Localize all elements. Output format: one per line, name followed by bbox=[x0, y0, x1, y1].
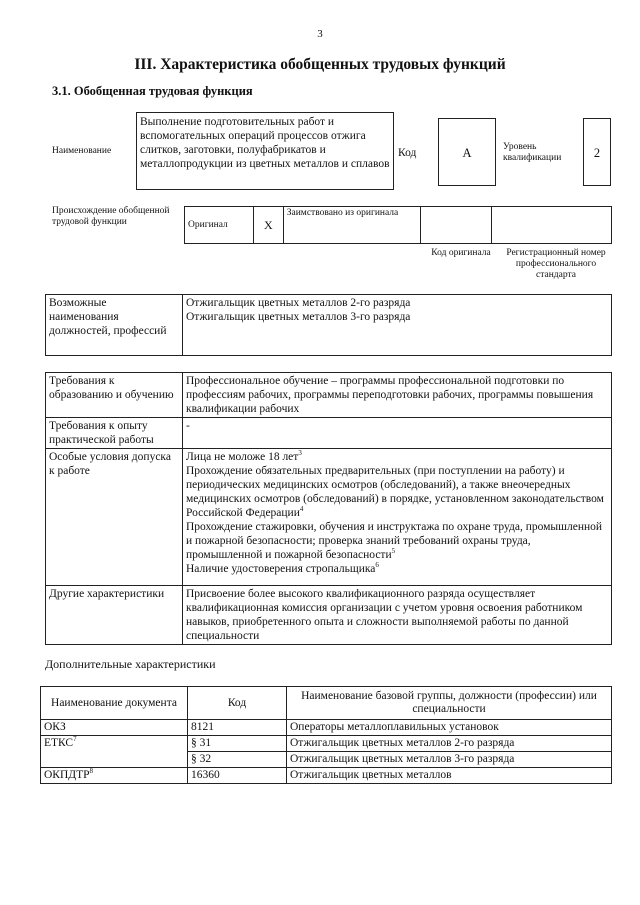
requirements-table bbox=[45, 372, 612, 645]
name-cell: Отжигальщик цветных металлов bbox=[287, 768, 612, 784]
footnote-ref: 7 bbox=[73, 735, 77, 744]
code-cell: § 32 bbox=[188, 752, 287, 768]
education-value: Профессиональное обучение – программы профессиональной подготовки по профессиям рабочих, программы переподготовки рабочих, программы повышения квалификации рабочих bbox=[183, 373, 612, 418]
footnote-ref: 6 bbox=[375, 561, 379, 570]
doc-cell: ЕТКС$^7$ bbox=[41, 736, 188, 768]
special-condition-medical: Прохождение обязательных предварительных (при поступлении на работу) и периодических медицинских осмотров (обследований), а также внеочередных медицинских осмотров (обследований) в порядке, установленном законодательством Российской Федерации$^4$ bbox=[186, 465, 604, 519]
code-value: A bbox=[438, 118, 496, 186]
level-value: 2 bbox=[583, 118, 611, 186]
name-cell: Отжигальщик цветных металлов 2-го разряда bbox=[287, 736, 612, 752]
position-line: Отжигальщик цветных металлов 3-го разряда bbox=[186, 311, 411, 323]
col-code-header: Код bbox=[188, 687, 287, 720]
original-code-cell bbox=[420, 207, 491, 244]
original-mark: X bbox=[253, 207, 283, 244]
special-condition-training: Прохождение стажировки, обучения и инструктажа по охране труда, промышленной и пожарной безопасности; проверка знаний требований охраны труда, промышленной и пожарной безопасности$^5$ bbox=[186, 521, 603, 561]
education-label: Требования к образованию и обучению bbox=[46, 373, 183, 418]
positions-label: Возможные наименования должностей, профессий bbox=[46, 295, 183, 356]
name-label: Наименование bbox=[52, 146, 112, 156]
col-name-header: Наименование базовой группы, должности (профессии) или специальности bbox=[287, 687, 612, 720]
other-value: Присвоение более высокого квалификационного разряда осуществляет квалификационная комиссия организации с учетом уровня освоения работником навыков, приобретенного опыта и сложности выполняемой работы по данной специальности bbox=[183, 586, 612, 645]
code-cell: 16360 bbox=[188, 768, 287, 784]
other-label: Другие характеристики bbox=[46, 586, 183, 645]
gtf-name: Выполнение подготовительных работ и вспомогательных операций процессов отжига слитков, заготовки, полуфабрикатов и металлопродукции из цветных металлов и сплавов bbox=[136, 112, 394, 190]
subsection-title: 3.1. Обобщенная трудовая функция bbox=[52, 84, 253, 98]
table-row bbox=[41, 736, 612, 752]
table-row bbox=[41, 768, 612, 784]
reg-caption: Регистрационный номер профессионального стандарта bbox=[506, 248, 606, 280]
footnote-ref: 3 bbox=[298, 449, 302, 458]
table-row bbox=[41, 720, 612, 736]
code-cell: 8121 bbox=[188, 720, 287, 736]
additional-title: Дополнительные характеристики bbox=[45, 657, 216, 671]
original-label: Оригинал bbox=[185, 207, 254, 244]
origin-table bbox=[184, 206, 612, 244]
positions-values bbox=[183, 295, 612, 356]
borrowed-label: Заимствовано из оригинала bbox=[283, 207, 420, 244]
section-title: III. Характеристика обобщенных трудовых функций bbox=[134, 56, 506, 73]
page-number: 3 bbox=[317, 28, 323, 40]
col-doc-header: Наименование документа bbox=[41, 687, 188, 720]
experience-label: Требования к опыту практической работы bbox=[46, 418, 183, 449]
doc-cell: ОКЗ bbox=[41, 720, 188, 736]
level-label: Уровень квалификации bbox=[503, 142, 562, 163]
footnote-ref: 4 bbox=[299, 505, 304, 514]
reg-number-cell bbox=[491, 207, 611, 244]
special-value bbox=[183, 449, 612, 586]
code-cell: § 31 bbox=[188, 736, 287, 752]
code-label: Код bbox=[398, 147, 417, 159]
additional-table bbox=[40, 686, 612, 784]
footnote-ref: 5 bbox=[391, 547, 396, 556]
doc-cell: ОКПДТР$^8$ bbox=[41, 768, 188, 784]
code-caption: Код оригинала bbox=[431, 248, 491, 258]
experience-value: - bbox=[183, 418, 612, 449]
special-condition-certificate: Наличие удостоверения стропальщика$^6$ bbox=[186, 561, 379, 575]
name-cell: Отжигальщик цветных металлов 3-го разряда bbox=[287, 752, 612, 768]
position-line: Отжигальщик цветных металлов 2-го разряда bbox=[186, 297, 411, 309]
positions-table bbox=[45, 294, 612, 356]
origin-label: Происхождение обобщенной трудовой функции bbox=[52, 206, 170, 227]
special-condition-age: Лица не моложе 18 лет$^3$ bbox=[186, 449, 302, 463]
special-label: Особые условия допуска к работе bbox=[46, 449, 183, 586]
footnote-ref: 8 bbox=[89, 767, 94, 776]
name-cell: Операторы металлоплавильных установок bbox=[287, 720, 612, 736]
